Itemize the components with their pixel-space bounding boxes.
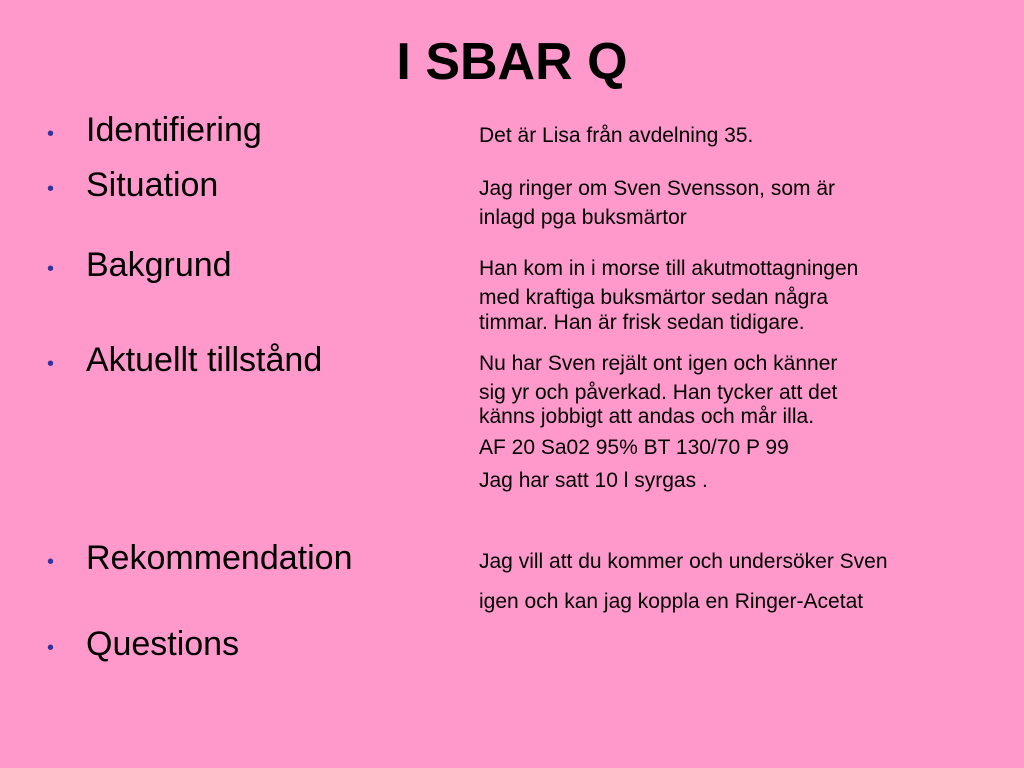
- bullet-icon: •: [47, 551, 55, 573]
- item-label-rekommendation: Rekommendation: [86, 539, 353, 577]
- bullet-icon: •: [47, 353, 55, 375]
- item-detail-line: Det är Lisa från avdelning 35.: [479, 124, 754, 147]
- bullet-icon: •: [47, 258, 55, 280]
- item-detail-line: Han kom in i morse till akutmottagningen: [479, 257, 859, 280]
- item-detail-line: timmar. Han är frisk sedan tidigare.: [479, 311, 805, 334]
- item-label-bakgrund: Bakgrund: [86, 246, 232, 284]
- item-detail-line: sig yr och påverkad. Han tycker att det: [479, 381, 838, 404]
- item-detail-line: igen och kan jag koppla en Ringer-Acetat: [479, 590, 864, 613]
- item-detail-line: Jag vill att du kommer och undersöker Sven: [479, 550, 888, 573]
- item-label-aktuellt-tillstand: Aktuellt tillstånd: [86, 341, 323, 379]
- bullet-icon: •: [47, 178, 55, 200]
- item-label-questions: Questions: [86, 625, 240, 663]
- bullet-icon: •: [47, 123, 55, 145]
- item-detail-line: Jag ringer om Sven Svensson, som är: [479, 177, 835, 200]
- item-label-identifiering: Identifiering: [86, 111, 262, 149]
- item-label-situation: Situation: [86, 166, 219, 204]
- item-detail-line: inlagd pga buksmärtor: [479, 206, 687, 229]
- item-detail-line: AF 20 Sa02 95% BT 130/70 P 99: [479, 436, 789, 459]
- slide-title: I SBAR Q: [396, 33, 628, 91]
- item-detail-line: känns jobbigt att andas och mår illa.: [479, 405, 815, 428]
- item-detail-line: Nu har Sven rejält ont igen och känner: [479, 352, 838, 375]
- bullet-icon: •: [47, 637, 55, 659]
- item-detail-line: med kraftiga buksmärtor sedan några: [479, 286, 829, 309]
- item-detail-line: Jag har satt 10 l syrgas .: [479, 469, 708, 492]
